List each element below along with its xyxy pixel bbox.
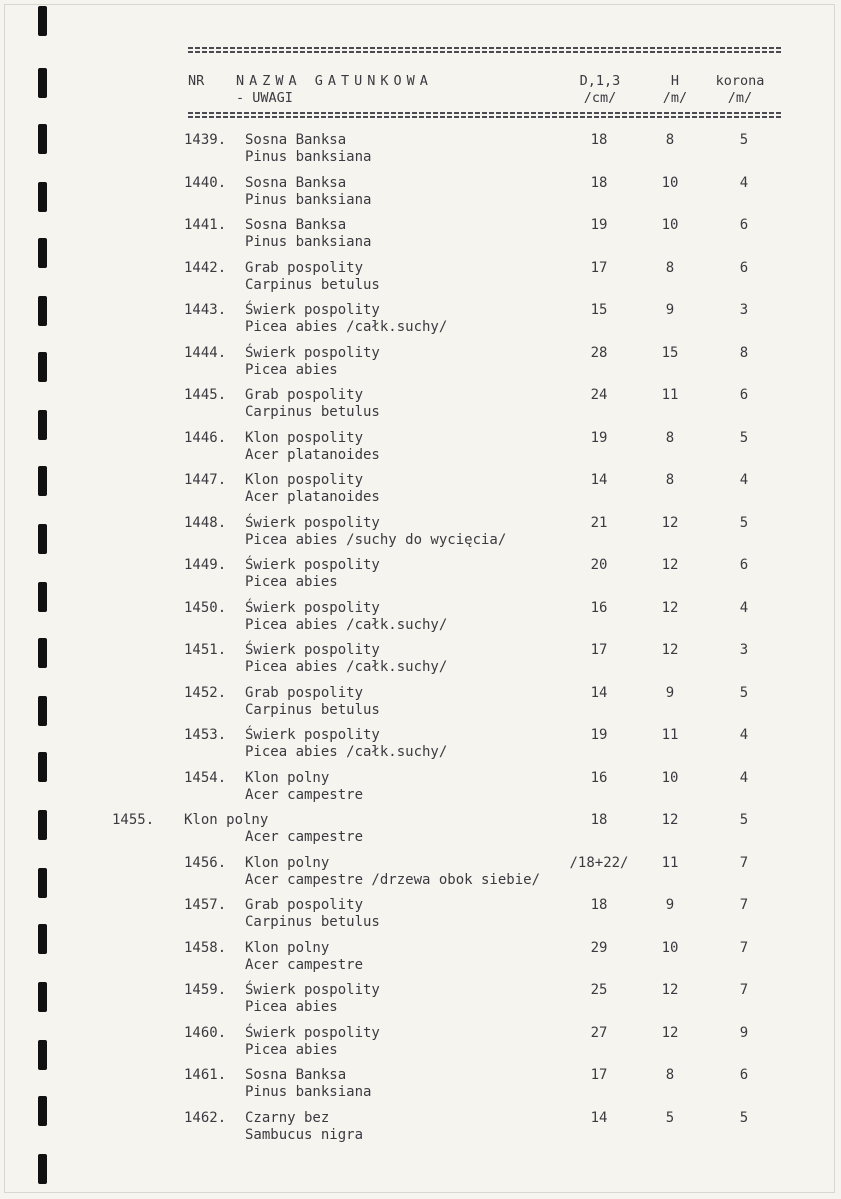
latin-name-remarks: Sambucus nigra [245,1126,364,1143]
table-row [0,554,841,597]
trunk-diameter: 19 [590,429,608,446]
common-name: Klon pospolity [245,472,364,488]
common-name: Grab pospolity [245,387,364,403]
latin-name-remarks: Acer campestre [245,786,364,803]
tree-number: 1442. [184,259,227,276]
tree-height: 9 [665,684,675,701]
trunk-diameter: 21 [590,514,608,531]
crown-width: 4 [739,472,749,488]
trunk-diameter: 18 [590,812,608,828]
punch-mark [38,6,47,36]
trunk-diameter: 16 [590,769,608,786]
tree-number: 1459. [184,982,227,998]
tree-number: 1448. [184,514,227,531]
trunk-diameter: 15 [590,302,608,318]
crown-width: 3 [739,302,749,318]
tree-number: 1454. [184,769,227,786]
crown-width: 4 [739,727,749,743]
tree-height: 12 [661,982,679,998]
tree-number: 1447. [184,472,227,488]
tree-number: 1446. [184,429,227,446]
table-row [0,767,841,810]
trunk-diameter: 16 [590,599,608,616]
table-row [0,427,841,470]
table-row [0,129,841,172]
table-row [0,469,841,512]
tree-height: 11 [661,727,679,743]
header-nr: NR [188,73,205,89]
trunk-diameter: 18 [590,132,608,148]
tree-height: 8 [665,1067,675,1083]
common-name: Sosna Banksa [245,1067,347,1083]
crown-width: 6 [739,387,749,403]
table-row [0,512,841,555]
trunk-diameter: 18 [590,174,608,191]
latin-name-remarks: Carpinus betulus [245,276,380,293]
trunk-diameter: 24 [590,387,608,403]
trunk-diameter: 25 [590,982,608,998]
crown-width: 5 [739,1109,749,1126]
trunk-diameter: 18 [590,897,608,913]
tree-height: 9 [665,302,675,318]
common-name: Świerk pospolity [245,642,380,658]
common-name: Klon polny [245,939,330,956]
tree-number: 1450. [184,599,227,616]
common-name: Świerk pospolity [245,557,380,573]
header-height: H [670,73,680,89]
trunk-diameter: 17 [590,259,608,276]
trunk-diameter: 14 [590,472,608,488]
tree-number: 1457. [184,897,227,913]
latin-name-remarks: Picea abies [245,999,338,1015]
tree-height: 8 [665,132,675,148]
tree-height: 10 [661,174,679,191]
tree-height: 8 [665,472,675,488]
header-remarks: - UWAGI [236,90,293,106]
tree-height: 12 [661,599,679,616]
latin-name-remarks: Pinus banksiana [245,1084,372,1100]
tree-height: 11 [661,387,679,403]
table-row [0,979,841,1022]
table-row [0,894,841,937]
latin-name-remarks: Pinus banksiana [245,234,372,250]
tree-number: 1455. [112,812,155,828]
tree-number: 1445. [184,387,227,403]
tree-number: 1440. [184,174,227,191]
table-row [0,724,841,767]
table-row [0,342,841,385]
common-name: Grab pospolity [245,259,364,276]
common-name: Sosna Banksa [245,132,347,148]
crown-width: 6 [739,217,749,233]
tree-number: 1462. [184,1109,227,1126]
latin-name-remarks: Acer campestre [245,956,364,973]
trunk-diameter: 14 [590,684,608,701]
trunk-diameter: 17 [590,1067,608,1083]
common-name: Sosna Banksa [245,217,347,233]
latin-name-remarks: Picea abies /całk.suchy/ [245,744,448,760]
tree-height: 12 [661,557,679,573]
trunk-diameter: 28 [590,344,608,361]
latin-name-remarks: Picea abies /całk.suchy/ [245,319,448,335]
tree-number: 1451. [184,642,227,658]
common-name: Klon polny [245,769,330,786]
tree-height: 12 [661,642,679,658]
trunk-diameter: 19 [590,727,608,743]
common-name: Klon pospolity [245,429,364,446]
trunk-diameter: 20 [590,557,608,573]
tree-height: 12 [661,514,679,531]
tree-height: 8 [665,429,675,446]
table-row [0,384,841,427]
table-row [0,852,841,895]
header-crown: korona [715,73,765,89]
common-name: Klon polny [184,812,269,828]
crown-width: 4 [739,769,749,786]
common-name: Świerk pospolity [245,599,380,616]
tree-height: 11 [661,854,679,871]
tree-number: 1449. [184,557,227,573]
crown-width: 6 [739,259,749,276]
header-diameter-unit: /cm/ [583,90,617,106]
latin-name-remarks: Pinus banksiana [245,191,372,208]
tree-number: 1443. [184,302,227,318]
crown-width: 5 [739,684,749,701]
crown-width: 7 [739,854,749,871]
table-header [0,73,841,113]
trunk-diameter: 17 [590,642,608,658]
latin-name-remarks: Acer platanoides [245,489,380,505]
table-row [0,1022,841,1065]
crown-width: 5 [739,132,749,148]
table-row [0,172,841,215]
common-name: Klon polny [245,854,330,871]
tree-height: 10 [661,217,679,233]
header-diameter: D,1,3 [579,73,621,89]
crown-width: 7 [739,982,749,998]
tree-number: 1461. [184,1067,227,1083]
table-row [0,809,841,852]
table-row [0,682,841,725]
crown-width: 4 [739,599,749,616]
common-name: Świerk pospolity [245,727,380,743]
tree-number: 1456. [184,854,227,871]
table-row [0,597,841,640]
tree-table-body [0,129,841,1149]
tree-height: 10 [661,939,679,956]
tree-height: 15 [661,344,679,361]
common-name: Czarny bez [245,1109,330,1126]
tree-height: 9 [665,897,675,913]
trunk-diameter: 27 [590,1024,608,1041]
crown-width: 6 [739,1067,749,1083]
tree-height: 5 [665,1109,675,1126]
common-name: Grab pospolity [245,897,364,913]
tree-number: 1441. [184,217,227,233]
header-height-unit: /m/ [662,90,688,106]
tree-number: 1439. [184,132,227,148]
crown-width: 3 [739,642,749,658]
table-row [0,257,841,300]
latin-name-remarks: Picea abies [245,574,338,590]
tree-number: 1452. [184,684,227,701]
crown-width: 6 [739,557,749,573]
crown-width: 5 [739,429,749,446]
latin-name-remarks: Picea abies /suchy do wycięcia/ [245,531,507,548]
crown-width: 7 [739,939,749,956]
latin-name-remarks: Carpinus betulus [245,404,380,420]
latin-name-remarks: Picea abies /całk.suchy/ [245,616,448,633]
common-name: Świerk pospolity [245,514,380,531]
tree-number: 1460. [184,1024,227,1041]
table-row [0,937,841,980]
common-name: Świerk pospolity [245,344,380,361]
latin-name-remarks: Picea abies [245,361,338,378]
latin-name-remarks: Picea abies /całk.suchy/ [245,659,448,675]
common-name: Grab pospolity [245,684,364,701]
latin-name-remarks: Acer platanoides [245,446,380,463]
table-row [0,214,841,257]
header-bottom-rule [188,112,782,118]
latin-name-remarks: Acer campestre /drzewa obok siebie/ [245,871,541,888]
tree-number: 1458. [184,939,227,956]
crown-width: 5 [739,514,749,531]
latin-name-remarks: Pinus banksiana [245,149,372,165]
table-row [0,1064,841,1107]
punch-mark [38,1154,47,1184]
tree-height: 8 [665,259,675,276]
crown-width: 5 [739,812,749,828]
trunk-diameter: 19 [590,217,608,233]
crown-width: 7 [739,897,749,913]
common-name: Sosna Banksa [245,174,347,191]
trunk-diameter: 29 [590,939,608,956]
header-species-name: NAZWA GATUNKOWA [236,73,433,89]
common-name: Świerk pospolity [245,1024,380,1041]
table-row [0,1107,841,1150]
latin-name-remarks: Picea abies [245,1041,338,1058]
latin-name-remarks: Acer campestre [245,829,364,845]
header-crown-unit: /m/ [727,90,753,106]
tree-height: 12 [661,812,679,828]
tree-height: 12 [661,1024,679,1041]
common-name: Świerk pospolity [245,982,380,998]
header-top-rule [188,47,782,53]
latin-name-remarks: Carpinus betulus [245,701,380,718]
latin-name-remarks: Carpinus betulus [245,914,380,930]
tree-number: 1444. [184,344,227,361]
crown-width: 4 [739,174,749,191]
table-row [0,299,841,342]
table-row [0,639,841,682]
crown-width: 8 [739,344,749,361]
trunk-diameter: /18+22/ [569,854,629,871]
crown-width: 9 [739,1024,749,1041]
tree-height: 10 [661,769,679,786]
tree-number: 1453. [184,727,227,743]
trunk-diameter: 14 [590,1109,608,1126]
common-name: Świerk pospolity [245,302,380,318]
